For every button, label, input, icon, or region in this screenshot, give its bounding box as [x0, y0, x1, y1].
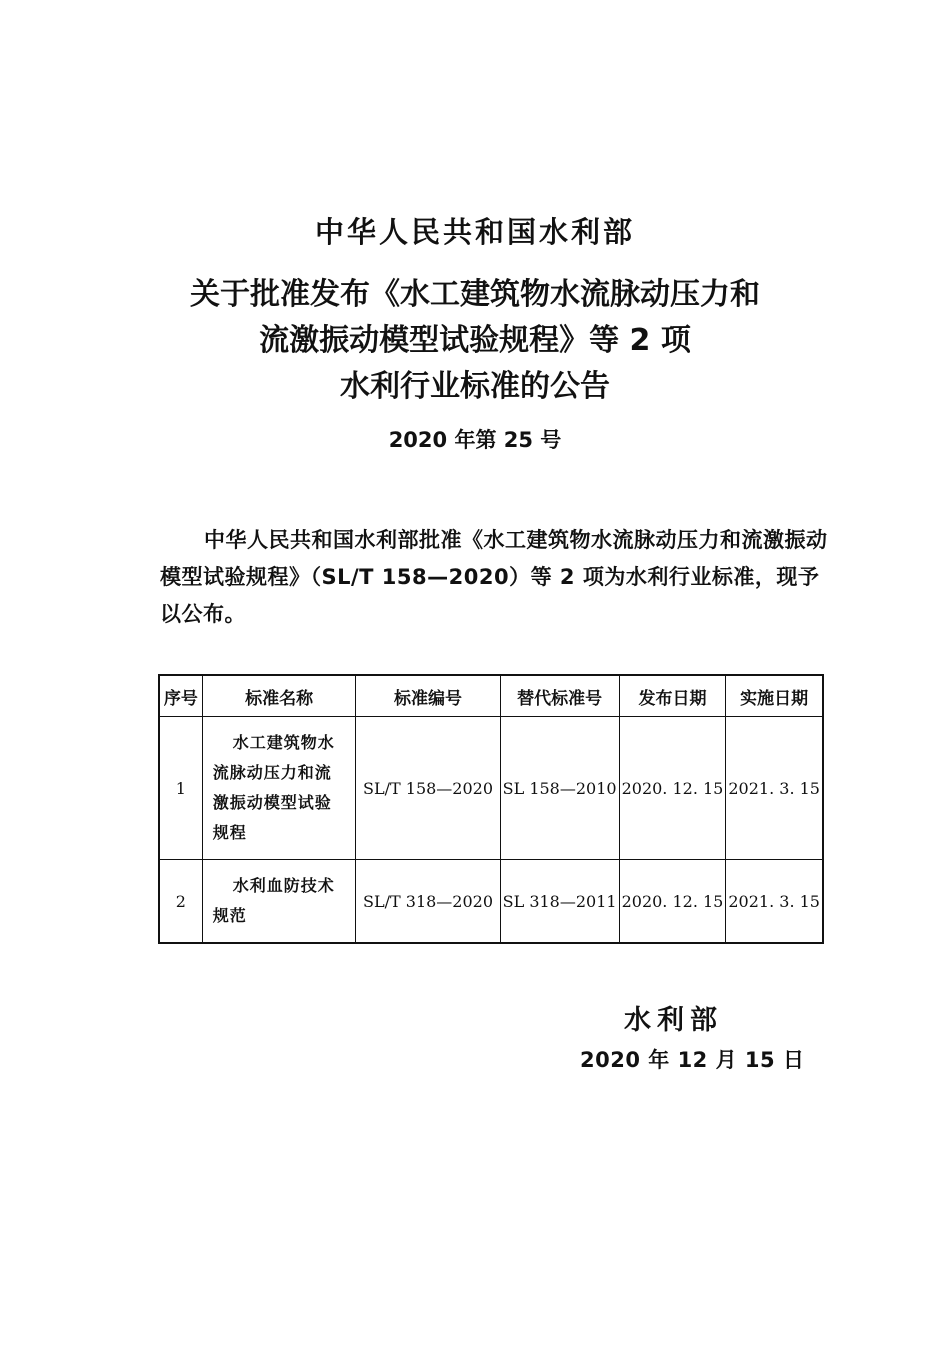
header-name: 标准名称 [202, 675, 356, 717]
cell-code: SL/T 318—2020 [356, 860, 500, 944]
signature-ministry: 水利部 [624, 1005, 723, 1036]
cell-effective-date: 2021. 3. 15 [726, 717, 823, 860]
document-number: 2020 年第 25 号 [388, 428, 562, 452]
issuer-title: 中华人民共和国水利部 [314, 215, 635, 249]
cell-name: 水工建筑物水流脉动压力和流激振动模型试验规程 [202, 717, 356, 860]
table-header-row [159, 675, 823, 717]
table-row [159, 717, 823, 860]
header-replaced: 替代标准号 [500, 675, 619, 717]
title-line-3: 水利行业标准的公告 [340, 369, 610, 404]
cell-name: 水利血防技术规范 [202, 860, 356, 944]
announcement-title [0, 272, 950, 410]
signature-date: 2020 年 12 月 15 日 [580, 1048, 805, 1072]
cell-effective-date: 2021. 3. 15 [726, 860, 823, 944]
cell-publish-date: 2020. 12. 15 [619, 860, 726, 944]
title-line-2: 流激振动模型试验规程》等 2 项 [259, 323, 691, 358]
cell-publish-date: 2020. 12. 15 [619, 717, 726, 860]
title-line-1: 关于批准发布《水工建筑物水流脉动压力和 [190, 277, 760, 312]
table-row [159, 860, 823, 944]
standards-table [158, 674, 824, 944]
cell-replaced: SL 158—2010 [500, 717, 619, 860]
cell-code: SL/T 158—2020 [356, 717, 500, 860]
cell-replaced: SL 318—2011 [500, 860, 619, 944]
header-seq: 序号 [159, 675, 202, 717]
cell-seq: 1 [159, 717, 202, 860]
header-code: 标准编号 [356, 675, 500, 717]
header-effective-date: 实施日期 [726, 675, 823, 717]
header-publish-date: 发布日期 [619, 675, 726, 717]
body-paragraph: 中华人民共和国水利部批准《水工建筑物水流脉动压力和流激振动模型试验规程》（SL/T 158—2020）等 2 项为水利行业标准，现予以公布。 [160, 528, 828, 626]
cell-seq: 2 [159, 860, 202, 944]
